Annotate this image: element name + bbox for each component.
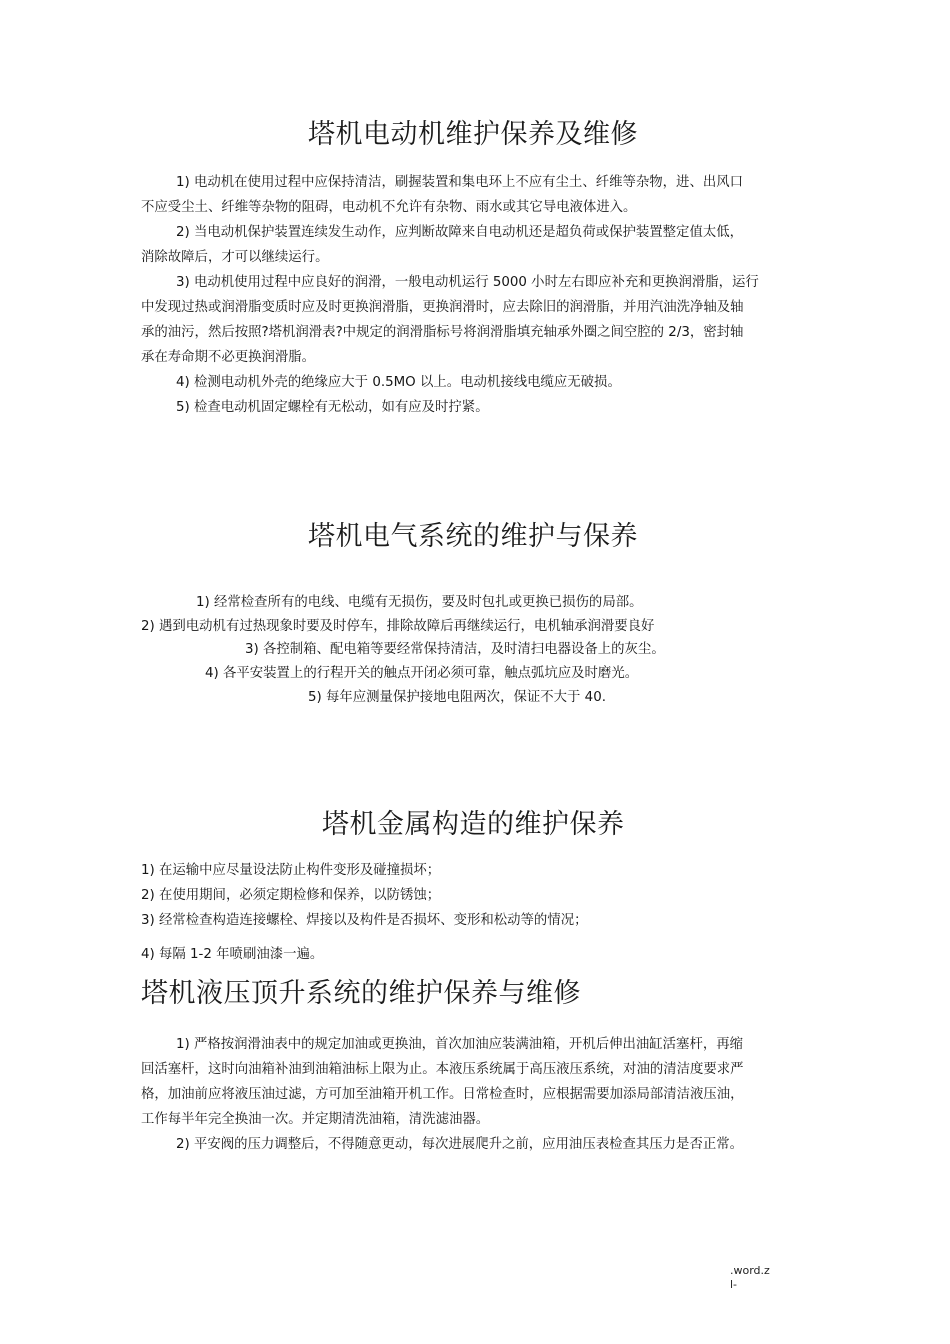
paragraph-line: 消除故障后，才可以继续运行。 [141, 250, 329, 265]
paragraph-line: 承在寿命期不必更换润滑脂。 [141, 350, 316, 365]
footer-mark-line2: l- [730, 1278, 738, 1291]
paragraph-line: 3) 各控制箱、配电箱等要经常保持清洁，及时清扫电器设备上的灰尘。 [245, 642, 665, 657]
section-title-hydraulic: 塔机液压顶升系统的维护保养与维修 [141, 978, 581, 1009]
paragraph-line: 2) 平安阀的压力调整后，不得随意更动，每次进展爬升之前，应用油压表检查其压力是否正常。 [176, 1137, 744, 1152]
paragraph-line: 承的油污，然后按照?塔机润滑表?中规定的润滑脂标号将润滑脂填充轴承外圈之间空腔的 2/3，密封轴 [141, 325, 744, 340]
paragraph-line: 3) 电动机使用过程中应良好的润滑，一般电动机运行 5000 小时左右即应补充和更换润滑脂，运行 [176, 275, 759, 290]
paragraph-line: 1) 在运输中应尽量设法防止构件变形及碰撞损坏； [141, 863, 441, 878]
paragraph-line: 1) 经常检查所有的电线、电缆有无损伤，要及时包扎或更换已损伤的局部。 [196, 595, 643, 610]
paragraph-line: 4) 检测电动机外壳的绝缘应大于 0.5MO 以上。电动机接线电缆应无破损。 [176, 375, 621, 390]
paragraph-line: 回活塞杆，这时向油箱补油到油箱油标上限为止。本液压系统属于高压液压系统，对油的清洁度要求严 [141, 1062, 744, 1077]
paragraph-line: 5) 每年应测量保护接地电阻两次，保证不大于 40. [308, 690, 606, 705]
section-title-motor: 塔机电动机维护保养及维修 [308, 119, 638, 150]
section-title-metal-structure: 塔机金属构造的维护保养 [322, 809, 625, 840]
paragraph-line: 3) 经常检查构造连接螺栓、焊接以及构件是否损坏、变形和松动等的情况； [141, 913, 588, 928]
footer-mark-line1: .word.z [730, 1264, 770, 1277]
paragraph-line: 1) 电动机在使用过程中应保持清洁，刷握装置和集电环上不应有尘土、纤维等杂物，进、出风口 [176, 175, 744, 190]
paragraph-line: 4) 每隔 1-2 年喷刷油漆一遍。 [141, 947, 324, 962]
paragraph-line: 格，加油前应将液压油过滤，方可加至油箱开机工作。日常检查时，应根据需要加添局部清洁液压油， [141, 1087, 744, 1102]
section-title-electrical: 塔机电气系统的维护与保养 [308, 521, 638, 552]
paragraph-line: 4) 各平安装置上的行程开关的触点开闭必须可靠，触点弧坑应及时磨光。 [205, 666, 639, 681]
paragraph-line: 不应受尘土、纤维等杂物的阻碍，电动机不允许有杂物、雨水或其它导电液体进入。 [141, 200, 637, 215]
paragraph-line: 2) 遇到电动机有过热现象时要及时停车，排除故障后再继续运行，电机轴承润滑要良好 [141, 619, 655, 634]
paragraph-line: 2) 当电动机保护装置连续发生动作，应判断故障来自电动机还是超负荷或保护装置整定值太低， [176, 225, 744, 240]
paragraph-line: 2) 在使用期间，必须定期检修和保养，以防锈蚀； [141, 888, 441, 903]
paragraph-line: 5) 检查电动机固定螺栓有无松动，如有应及时拧紧。 [176, 400, 489, 415]
paragraph-line: 工作每半年完全换油一次。并定期清洗油箱，清洗滤油器。 [141, 1112, 490, 1127]
paragraph-line: 中发现过热或润滑脂变质时应及时更换润滑脂，更换润滑时，应去除旧的润滑脂，并用汽油洗净轴及轴 [141, 300, 744, 315]
paragraph-line: 1) 严格按润滑油表中的规定加油或更换油，首次加油应装满油箱，开机后伸出油缸活塞杆，再缩 [176, 1037, 744, 1052]
